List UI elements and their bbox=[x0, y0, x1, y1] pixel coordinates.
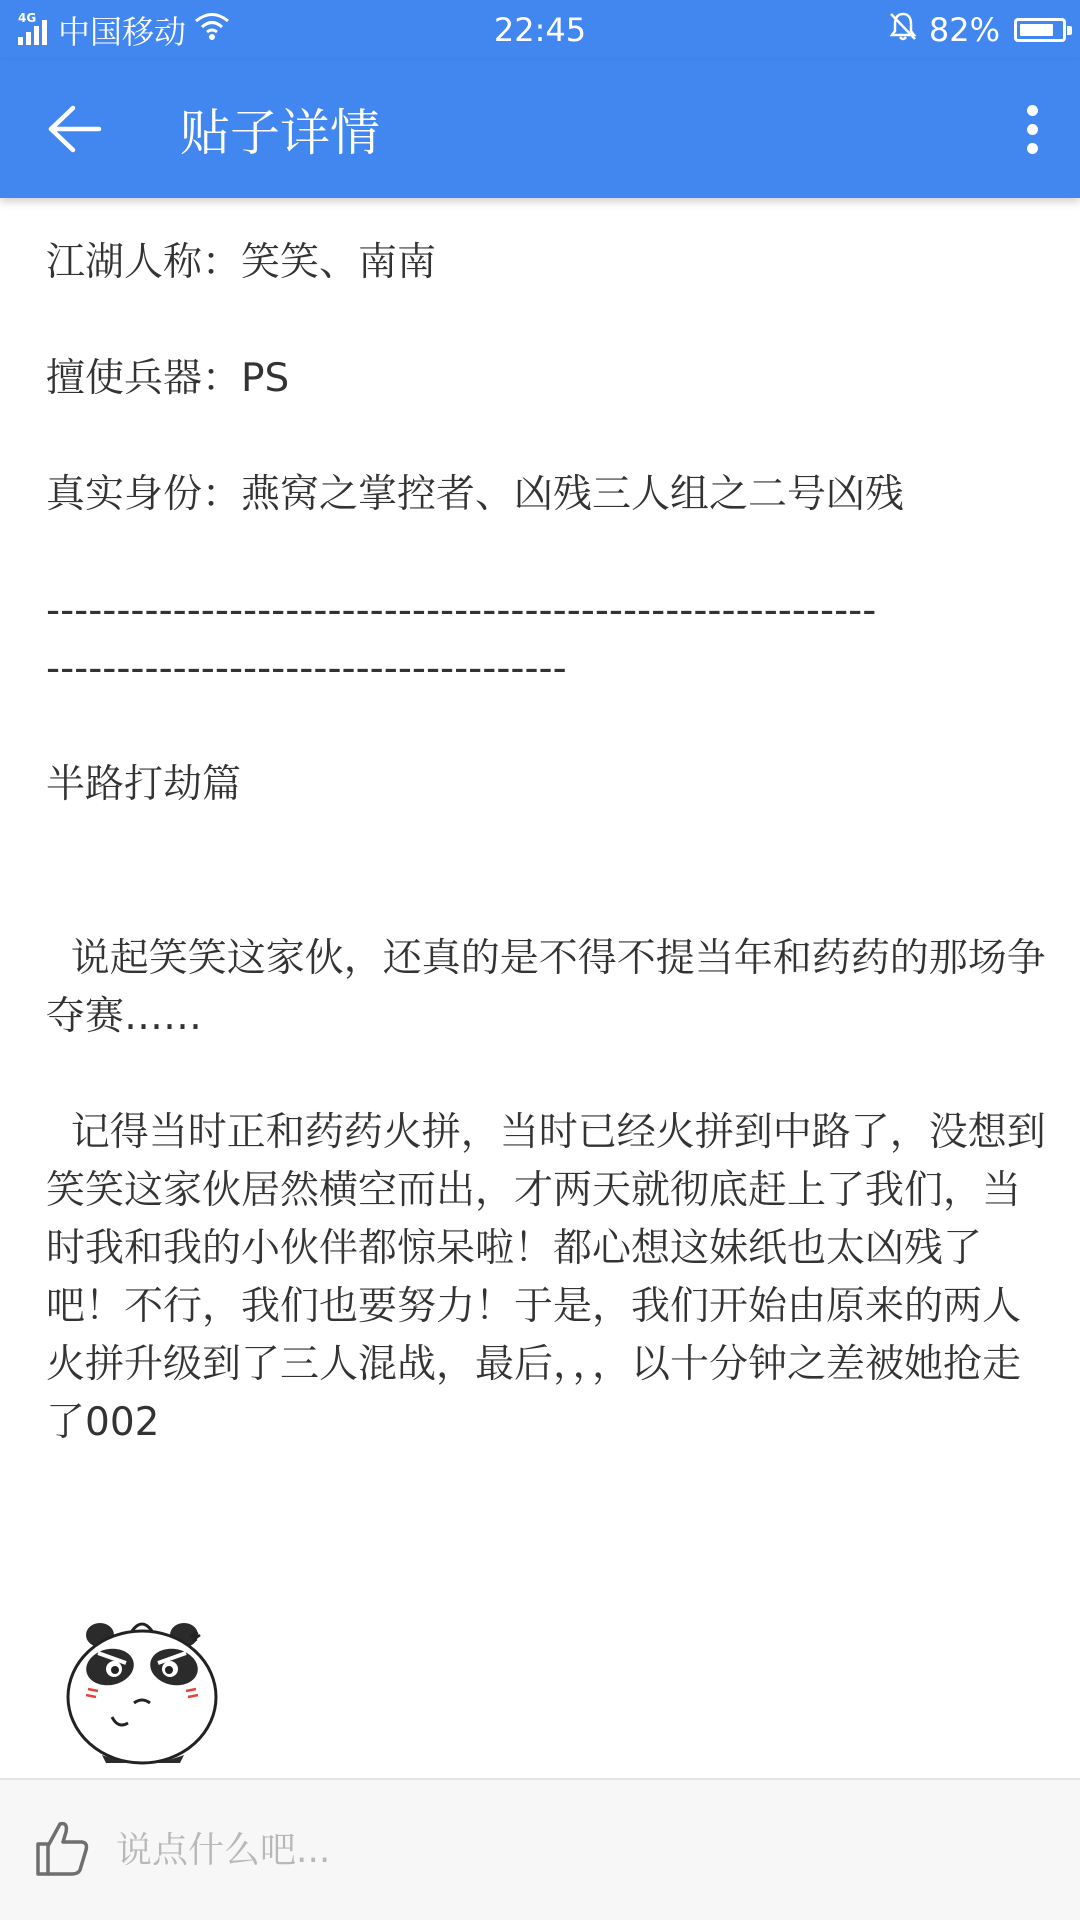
post-content bbox=[46, 198, 1052, 1778]
comment-bar bbox=[0, 1778, 1080, 1920]
network-type: 4G bbox=[18, 11, 37, 25]
like-button[interactable] bbox=[32, 1816, 92, 1880]
post-divider-line-1: ----------------------------------------------------------- bbox=[46, 588, 877, 633]
status-right bbox=[887, 0, 1066, 60]
carrier-name: 中国移动 bbox=[58, 13, 187, 51]
arrow-left-icon bbox=[47, 105, 103, 153]
battery-fill bbox=[1020, 24, 1053, 36]
post-section-title: 半路打劫篇 bbox=[46, 762, 242, 807]
battery-icon bbox=[1014, 18, 1066, 42]
post-paragraph-1: 说起笑笑这家伙，还真的是不得不提当年和药药的那场争夺赛…… bbox=[46, 936, 1046, 1039]
post-weapon-line: 擅使兵器：PS bbox=[46, 356, 290, 401]
back-button[interactable] bbox=[40, 94, 110, 164]
post-divider-line-2: ------------------------------------- bbox=[46, 646, 567, 691]
comment-input[interactable] bbox=[116, 1810, 1016, 1890]
more-vert-icon bbox=[1027, 105, 1038, 116]
page-title: 贴子详情 bbox=[180, 104, 380, 162]
post-identity-line: 真实身份：燕窝之掌控者、凶残三人组之二号凶残 bbox=[46, 472, 905, 517]
alarm-off-icon bbox=[887, 10, 919, 50]
status-bar bbox=[0, 0, 1080, 60]
battery-percent: 82% bbox=[928, 11, 1000, 49]
angry-panda-sticker bbox=[62, 1605, 222, 1765]
app-bar bbox=[0, 60, 1080, 198]
more-options-button[interactable] bbox=[1002, 94, 1062, 164]
clock: 22:45 bbox=[493, 11, 587, 49]
thumbs-up-icon bbox=[32, 1816, 92, 1880]
post-paragraph-2: 记得当时正和药药火拼，当时已经火拼到中路了，没想到笑笑这家伙居然横空而出，才两天就彻底赶上了我们，当时我和我的小伙伴都惊呆啦！都心想这妹纸也太凶残了吧！不行，我们也要努力！于是，我们开始由原来的两人火拼升级到了三人混战，最后，，，以十分钟之差被她抢走了002 bbox=[46, 1110, 1046, 1445]
post-nickname-line: 江湖人称：笑笑、南南 bbox=[46, 240, 437, 285]
